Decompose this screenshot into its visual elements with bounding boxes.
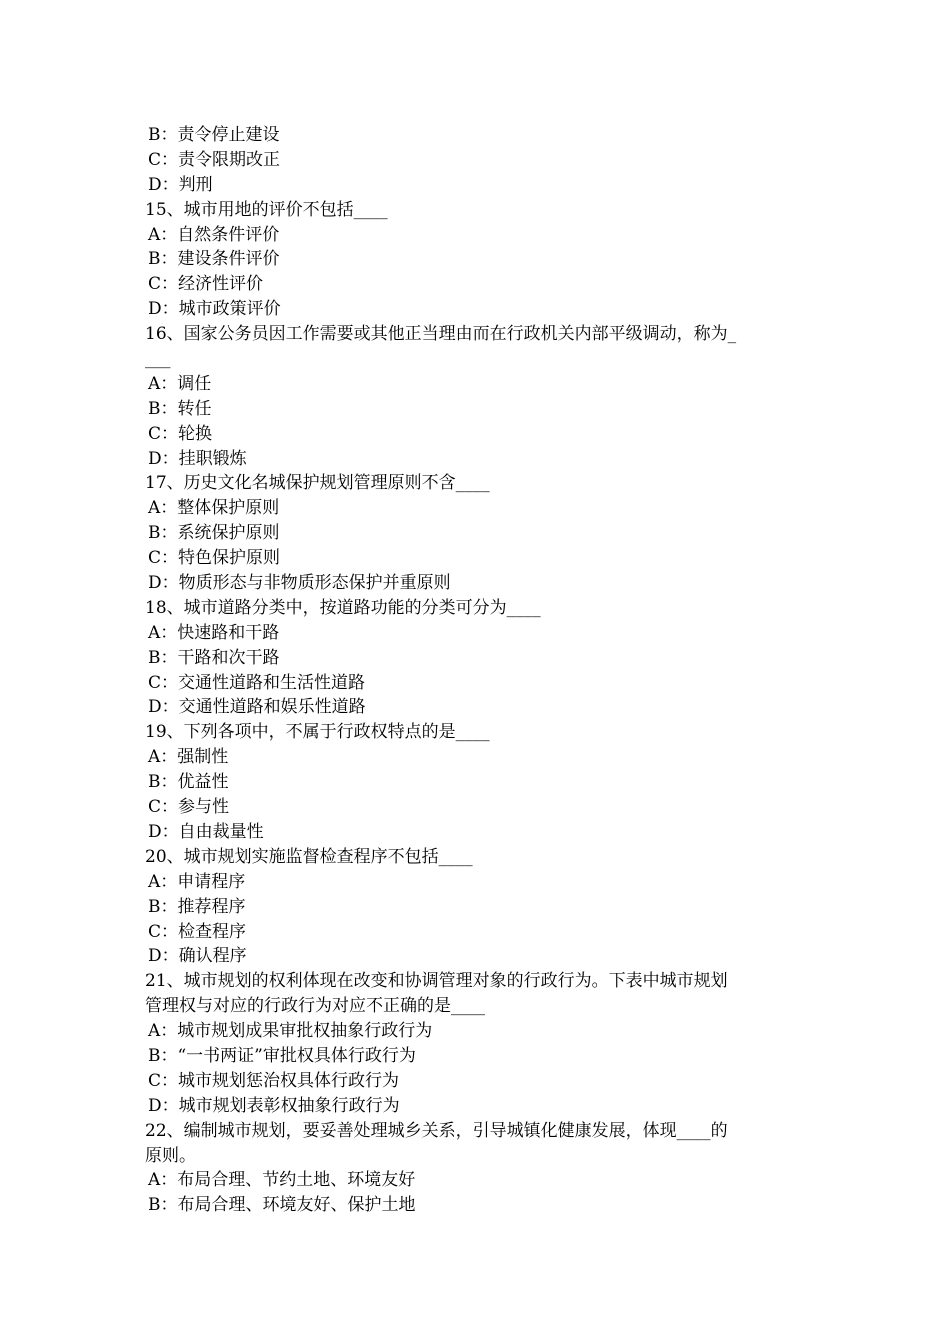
option-20c: C：检查程序 [148, 921, 247, 942]
option-15c: C：经济性评价 [148, 274, 264, 295]
option-17c: C：特色保护原则 [148, 548, 281, 569]
option-17b: B：系统保护原则 [148, 523, 280, 544]
document-page [145, 123, 813, 1218]
option-21b: B：“一书两证”审批权具体行政行为 [148, 1045, 416, 1066]
option-21c: C：城市规划惩治权具体行政行为 [148, 1070, 400, 1091]
option-19c: C：参与性 [148, 797, 230, 818]
question-16: 16、国家公务员因工作需要或其他正当理由而在行政机关内部平级调动，称为_ [145, 324, 737, 345]
option-17a: A：整体保护原则 [148, 498, 280, 519]
question-20: 20、城市规划实施监督检查程序不包括____ [145, 846, 473, 867]
question-18: 18、城市道路分类中，按道路功能的分类可分为____ [145, 597, 541, 618]
option-21d: D：城市规划表彰权抽象行政行为 [148, 1095, 400, 1116]
option-18c: C：交通性道路和生活性道路 [148, 672, 366, 693]
question-19: 19、下列各项中，不属于行政权特点的是____ [145, 722, 490, 743]
option-18a: A：快速路和干路 [148, 622, 280, 643]
option-17d: D：物质形态与非物质形态保护并重原则 [148, 573, 451, 594]
option-22b: B：布局合理、环境友好、保护土地 [148, 1195, 416, 1216]
question-15: 15、城市用地的评价不包括____ [145, 199, 388, 220]
option-15b: B：建设条件评价 [148, 249, 280, 270]
question-22-cont: 原则。 [145, 1145, 196, 1166]
option-19b: B：优益性 [148, 772, 229, 793]
option-16a: A：调任 [148, 373, 212, 394]
option-20b: B：推荐程序 [148, 896, 246, 917]
option-16b: B：转任 [148, 398, 212, 419]
option-16c: C：轮换 [148, 423, 213, 444]
question-21: 21、城市规划的权利体现在改变和协调管理对象的行政行为。下表中城市规划 [145, 971, 728, 992]
option-prev-d: D：判刑 [148, 174, 213, 195]
option-15d: D：城市政策评价 [148, 299, 281, 320]
question-16-cont: ___ [145, 349, 171, 370]
option-20d: D：确认程序 [148, 946, 247, 967]
option-18d: D：交通性道路和娱乐性道路 [148, 697, 366, 718]
option-21a: A：城市规划成果审批权抽象行政行为 [148, 1021, 433, 1042]
option-15b-prev: B：责令停止建设 [148, 125, 280, 145]
option-19d: D：自由裁量性 [148, 821, 264, 842]
question-21-cont: 管理权与对应的行政行为对应不正确的是____ [145, 996, 485, 1017]
option-15a: A：自然条件评价 [148, 224, 280, 245]
option-16d: D：挂职锻炼 [148, 448, 247, 469]
option-18b: B：干路和次干路 [148, 647, 280, 668]
question-17: 17、历史文化名城保护规划管理原则不含____ [145, 473, 490, 494]
option-19a: A：强制性 [148, 747, 229, 768]
option-22a: A：布局合理、节约土地、环境友好 [148, 1170, 416, 1191]
option-prev-c: C：责令限期改正 [148, 149, 281, 170]
option-20a: A：申请程序 [148, 871, 246, 892]
question-22: 22、编制城市规划，要妥善处理城乡关系，引导城镇化健康发展，体现____的 [145, 1120, 728, 1141]
